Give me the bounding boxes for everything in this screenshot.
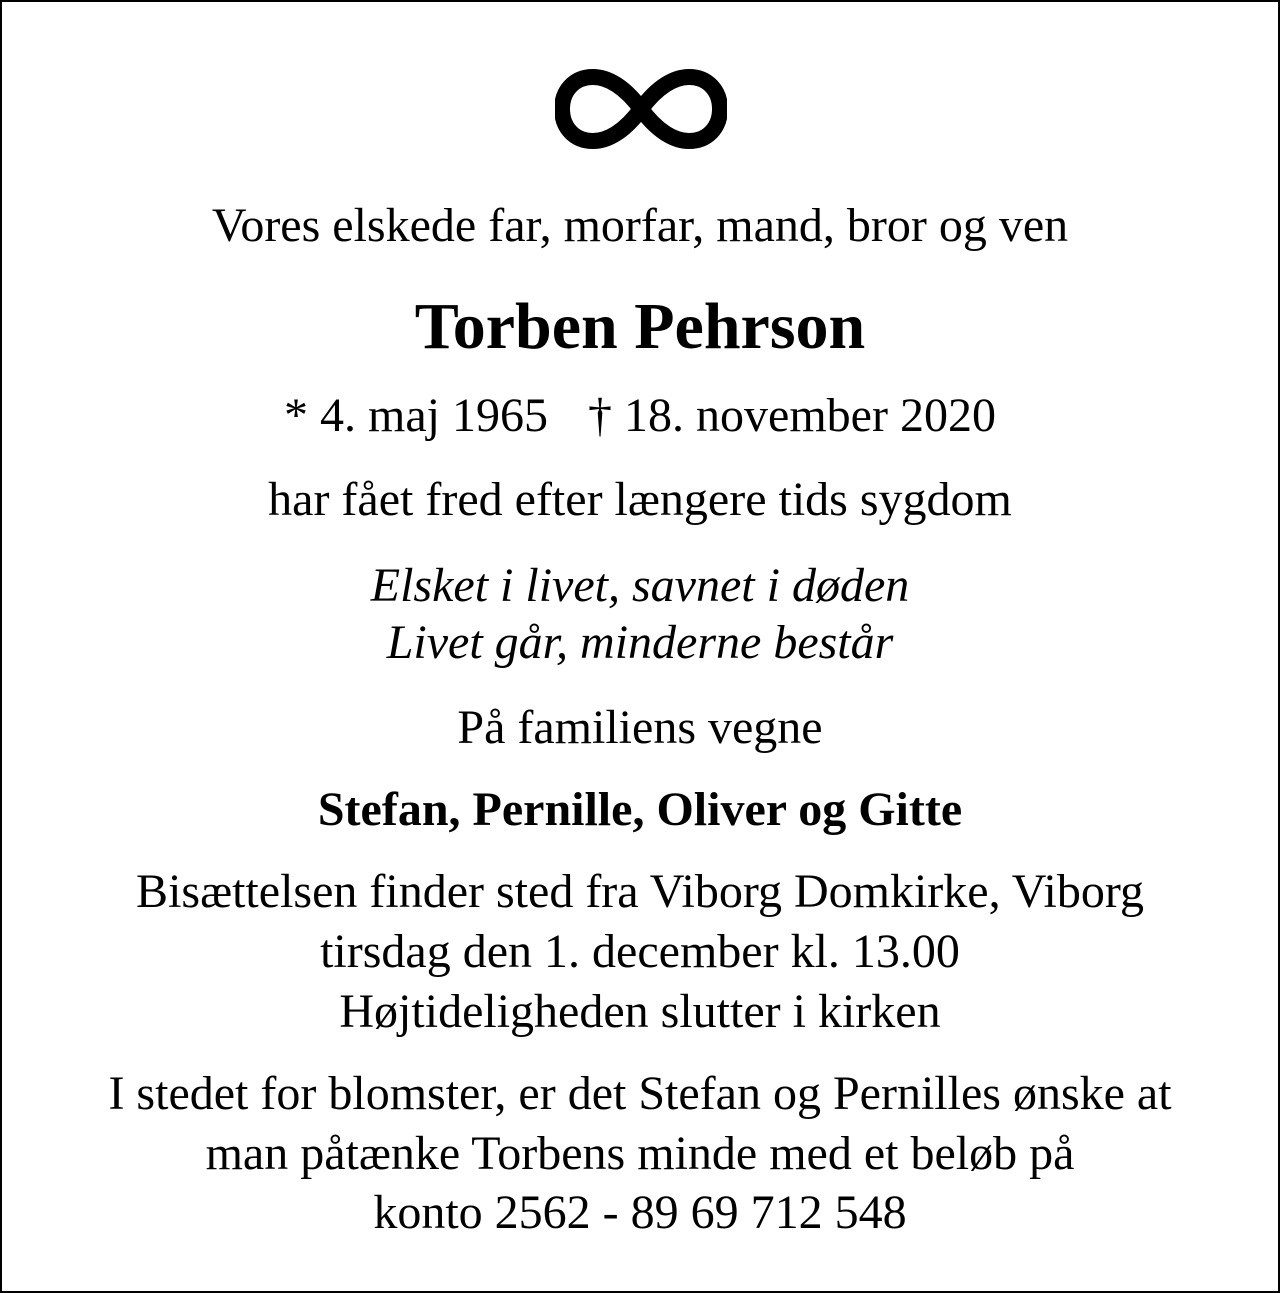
verse-line: Livet går, minderne består [386, 616, 894, 669]
verse-line: Elsket i livet, savnet i døden [370, 559, 910, 612]
family-names: Stefan, Pernille, Oliver og Gitte [317, 783, 963, 836]
deceased-name: Torben Pehrson [414, 290, 866, 363]
intro-text: Vores elskede far, morfar, mand, bror og ven [211, 199, 1069, 252]
infinity-icon [555, 68, 727, 150]
birth-date: * 4. maj 1965 [284, 389, 549, 442]
death-date: † 18. november 2020 [588, 389, 996, 442]
service-line: Højtideligheden slutter i kirken [339, 985, 941, 1038]
donation-line: konto 2562 - 89 69 712 548 [373, 1186, 907, 1239]
life-dates [2, 389, 1278, 442]
behalf-line: På familiens vegne [457, 701, 823, 754]
donation-line: man påtænke Torbens minde med et beløb på [205, 1127, 1075, 1180]
service-line: Bisættelsen finder sted fra Viborg Domkirke, Viborg [136, 865, 1144, 918]
donation-line: I stedet for blomster, er det Stefan og Pernilles ønske at [108, 1067, 1172, 1120]
peace-line: har fået fred efter længere tids sygdom [268, 473, 1012, 526]
service-line: tirsdag den 1. december kl. 13.00 [320, 925, 960, 978]
